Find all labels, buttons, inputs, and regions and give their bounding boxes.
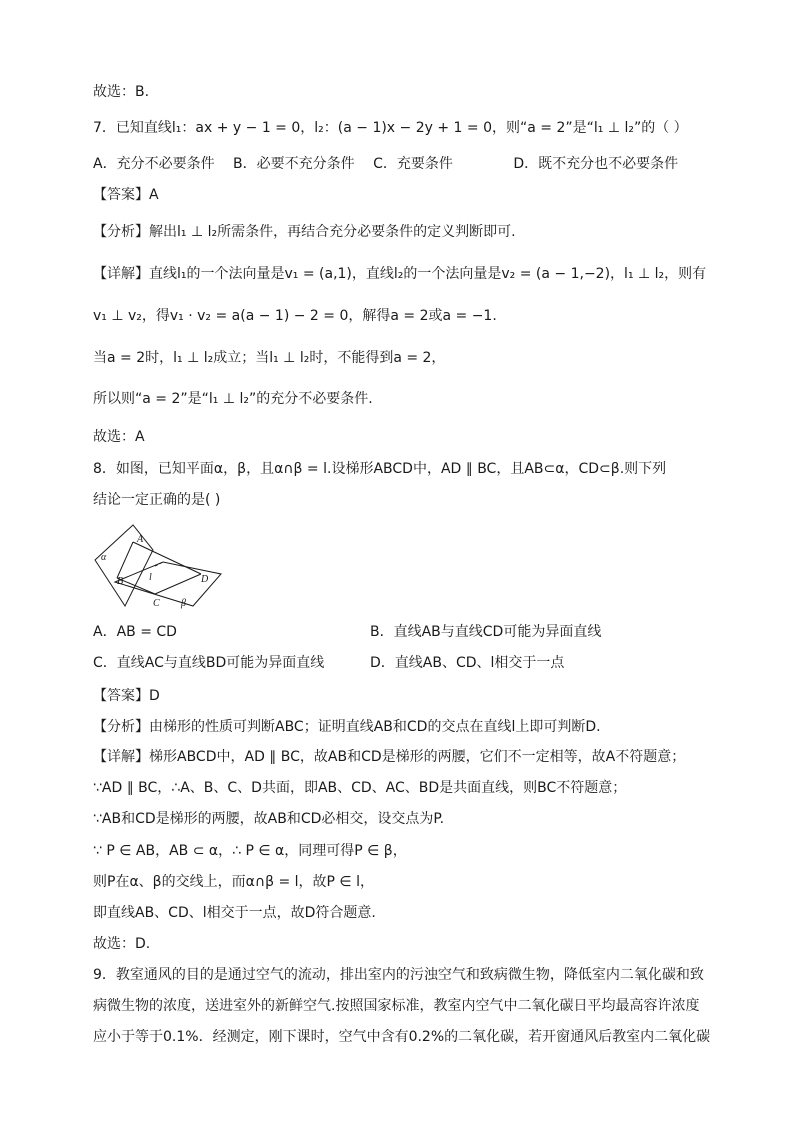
label-b: B — [117, 576, 124, 587]
detail-line: ∵AD ∥ BC，∴A、B、C、D共面，即AB、CD、AC、BD是共面直线，则BC不符题意； — [93, 780, 627, 796]
q7-option-c: C．充要条件 — [373, 156, 453, 172]
q8-option-d: D．直线AB、CD、l相交于一点 — [370, 655, 565, 671]
detail-line: 即直线AB、CD、l相交于一点，故D符合题意. — [93, 905, 376, 921]
q8-option-a: A．AB = CD — [93, 624, 177, 640]
planes-trapezoid-figure — [93, 520, 229, 612]
text-line: 故选：B. — [93, 84, 150, 100]
label-beta: β — [181, 598, 186, 609]
question-8-stem: 8．如图，已知平面α，β，且α∩β = l.设梯形ABCD中，AD ∥ BC，且AB⊂α，CD⊂β.则下列 — [93, 461, 667, 477]
label-alpha: α — [101, 552, 107, 563]
conclusion-line: 故选：A — [93, 429, 145, 445]
conclusion-line: 故选：D. — [93, 936, 151, 952]
question-9-stem: 9．教室通风的目的是通过空气的流动，排出室内的污浊空气和致病微生物，降低室内二氧化碳和致 — [93, 967, 704, 983]
segment-cd — [155, 574, 201, 594]
detail-line: 所以则“a = 2”是“l₁ ⊥ l₂”的充分不必要条件. — [93, 391, 373, 407]
question-9-stem: 病微生物的浓度，送进室外的新鲜空气.按照国家标准，教室内空气中二氧化碳日平均最高容许浓度 — [93, 998, 700, 1014]
detail-line: ∵ P ∈ AB，AB ⊂ α，∴ P ∈ α，同理可得P ∈ β， — [93, 843, 407, 859]
analysis-line: 【分析】由梯形的性质可判断ABC；证明直线AB和CD的交点在直线l上即可判断D. — [93, 719, 601, 735]
detail-line: v₁ ⊥ v₂，得v₁ · v₂ = a(a − 1) − 2 = 0，解得a = 2或a = −1. — [93, 308, 497, 324]
question-8-stem: 结论一定正确的是( ) — [93, 492, 221, 508]
question-9-stem: 应小于等于0.1%．经测定，刚下课时，空气中含有0.2%的二氧化碳，若开窗通风后教室内二氧化碳 — [93, 1029, 711, 1045]
label-d: D — [201, 574, 209, 585]
q7-option-a: A．充分不必要条件 — [93, 156, 215, 172]
question-8-options-row1 — [93, 622, 177, 642]
label-a: A — [137, 534, 144, 545]
label-l: l — [149, 572, 152, 583]
question-7-stem: 7．已知直线l₁：ax + y − 1 = 0，l₂：(a − 1)x − 2y + 1 = 0，则“a = 2”是“l₁ ⊥ l₂”的（ ） — [93, 120, 688, 136]
answer-line: 【答案】A — [93, 187, 159, 203]
detail-line: 当a = 2时，l₁ ⊥ l₂成立；当l₁ ⊥ l₂时，不能得到a = 2， — [93, 350, 446, 366]
detail-line: ∵AB和CD是梯形的两腰，故AB和CD必相交，设交点为P. — [93, 811, 445, 827]
detail-line: 【详解】梯形ABCD中，AD ∥ BC，故AB和CD是梯形的两腰，它们不一定相等，故A不符题意； — [93, 749, 686, 765]
q8-option-b: B．直线AB与直线CD可能为异面直线 — [370, 624, 602, 640]
detail-line: 则P在α、β的交线上，而α∩β = l，故P ∈ l， — [93, 874, 374, 890]
segment-ab — [117, 542, 133, 578]
detail-line: 【详解】直线l₁的一个法向量是v₁ = (a,1)，直线l₂的一个法向量是v₂ = (a − 1,−2)，l₁ ⊥ l₂，则有 — [93, 266, 707, 282]
q7-option-d: D．既不充分也不必要条件 — [513, 156, 679, 172]
q8-option-c: C．直线AC与直线BD可能为异面直线 — [93, 655, 325, 671]
q7-option-b: B．必要不充分条件 — [233, 156, 355, 172]
plane-alpha-shape — [95, 525, 153, 606]
label-c: C — [153, 598, 160, 609]
analysis-line: 【分析】解出l₁ ⊥ l₂所需条件，再结合充分必要条件的定义判断即可. — [93, 224, 516, 240]
answer-line: 【答案】D — [93, 688, 160, 704]
question-7-options — [93, 154, 678, 174]
